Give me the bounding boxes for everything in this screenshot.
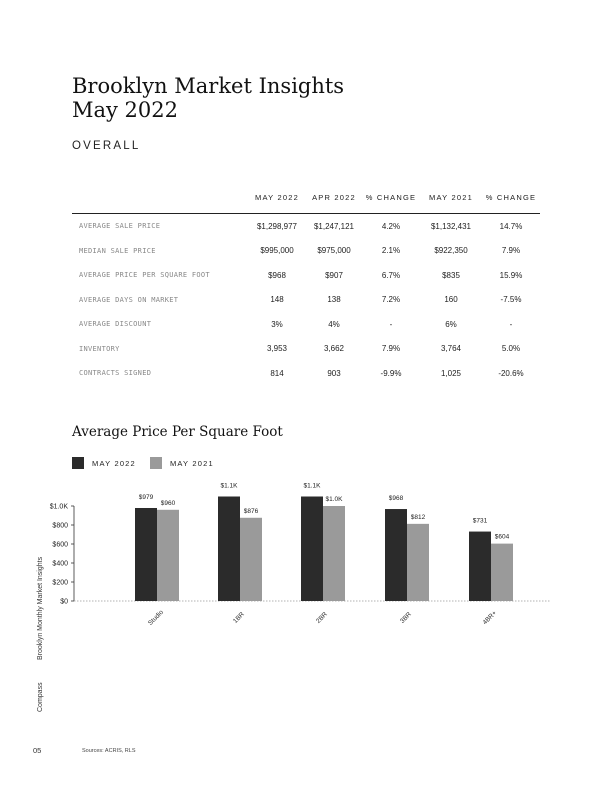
row-label: AVERAGE SALE PRICE (79, 222, 161, 231)
bar-data-label: $604 (494, 533, 510, 541)
table-cell: $975,000 (317, 246, 351, 256)
row-label: AVERAGE DISCOUNT (79, 320, 152, 329)
row-label: AVERAGE PRICE PER SQUARE FOOT (79, 271, 210, 280)
row-label: AVERAGE DAYS ON MARKET (79, 295, 179, 304)
legend-swatch (150, 457, 162, 469)
side-report-title: Brooklyn Monthly Market Insights (37, 556, 44, 660)
table-cell: $995,000 (260, 246, 294, 256)
x-tick-label: 4BR+ (481, 609, 499, 627)
source-note: Sources: ACRIS, RLS (82, 748, 136, 754)
section-heading: OVERALL (72, 140, 141, 152)
y-tick-label: $1.0K (49, 503, 68, 511)
table-cell: 3,662 (323, 344, 345, 354)
table-cell: 160 (444, 295, 458, 305)
column-header: % CHANGE (482, 191, 540, 214)
bar (323, 506, 345, 601)
legend-label: MAY 2022 (92, 458, 136, 468)
bar (301, 497, 323, 602)
column-header: APR 2022 (306, 191, 362, 214)
y-tick-label: $800 (52, 522, 68, 530)
bar-data-label: $1.1K (220, 482, 238, 490)
table-cell: 5.0% (501, 344, 521, 354)
bar-data-label: $731 (472, 517, 488, 525)
bar-data-label: $876 (243, 507, 259, 515)
legend-swatch (72, 457, 84, 469)
table-cell: $968 (268, 270, 286, 280)
table-cell: 3% (271, 319, 283, 329)
table-cell: $907 (325, 270, 343, 280)
bar-data-label: $960 (160, 499, 176, 507)
column-header: MAY 2022 (248, 191, 306, 214)
table-cell: - (509, 319, 513, 329)
table-cell: 14.7% (499, 221, 523, 231)
table-cell: 814 (270, 368, 284, 378)
page-title (72, 74, 344, 122)
table-cell: $1,298,977 (256, 221, 298, 231)
bar (469, 532, 491, 601)
table-cell: 2.1% (381, 246, 401, 256)
bar (407, 524, 429, 601)
side-brand: Compass (37, 682, 44, 712)
stats-table (72, 191, 540, 386)
legend-item-may-2022 (72, 457, 136, 469)
x-tick-label: 2BR (314, 610, 329, 625)
table-cell: 3,953 (266, 344, 288, 354)
table-cell: $1,247,121 (313, 221, 355, 231)
table-cell: 7.9% (381, 344, 401, 354)
table-cell: 7.2% (381, 295, 401, 305)
table-cell: 1,025 (440, 368, 462, 378)
bar-data-label: $1.0K (325, 496, 343, 503)
table-header-row (72, 191, 540, 214)
table-cell: 138 (327, 295, 341, 305)
legend-label: MAY 2021 (169, 458, 214, 468)
y-tick-label: $0 (60, 598, 68, 606)
chart-legend (72, 457, 228, 469)
bar (491, 544, 513, 601)
bar-data-label: $1.1K (303, 482, 321, 490)
x-tick-label: 1BR (231, 610, 246, 625)
column-header (72, 191, 248, 214)
table-row (72, 239, 540, 264)
bar-chart (40, 478, 560, 638)
x-tick-label: Studio (146, 608, 165, 627)
page-number: 05 (33, 746, 42, 755)
x-tick-label: 3BR (398, 610, 413, 625)
row-label: MEDIAN SALE PRICE (79, 246, 156, 255)
column-header: % CHANGE (362, 191, 420, 214)
bar (157, 510, 179, 601)
title-line-1: Brooklyn Market Insights (72, 74, 345, 98)
bar (385, 509, 407, 601)
bar (240, 518, 262, 601)
table-row (72, 312, 540, 337)
table-cell: -20.6% (498, 368, 524, 378)
row-label: INVENTORY (79, 344, 120, 353)
y-tick-label: $400 (52, 560, 68, 568)
table-cell: -9.9% (380, 368, 402, 378)
table-row (72, 361, 540, 386)
table-cell: $835 (442, 270, 460, 280)
table-cell: 4% (328, 319, 340, 329)
table-cell: -7.5% (500, 295, 522, 305)
row-label: CONTRACTS SIGNED (79, 369, 152, 378)
table-cell: $922,350 (434, 246, 468, 256)
bar (135, 508, 157, 601)
table-cell: - (389, 319, 393, 329)
title-line-2: May 2022 (72, 98, 179, 122)
chart-title: Average Price Per Square Foot (72, 424, 283, 440)
table-cell: 7.9% (501, 246, 521, 256)
table-cell: 6% (445, 319, 457, 329)
table-cell: 15.9% (499, 270, 523, 280)
table-row (72, 288, 540, 313)
bar (218, 497, 240, 602)
legend-item-may-2021 (150, 457, 214, 469)
column-header: MAY 2021 (420, 191, 482, 214)
table-row (72, 214, 540, 239)
table-cell: 4.2% (381, 221, 401, 231)
bar-data-label: $812 (410, 513, 426, 521)
table-cell: 148 (270, 295, 284, 305)
table-cell: 3,764 (440, 344, 462, 354)
table-cell: $1,132,431 (430, 221, 472, 231)
table-cell: 6.7% (381, 270, 401, 280)
y-tick-label: $600 (52, 541, 68, 549)
table-row (72, 337, 540, 362)
table-row (72, 263, 540, 288)
bar-data-label: $979 (138, 493, 154, 501)
bar-data-label: $968 (388, 495, 404, 503)
y-tick-label: $200 (52, 579, 68, 587)
table-cell: 903 (327, 368, 341, 378)
